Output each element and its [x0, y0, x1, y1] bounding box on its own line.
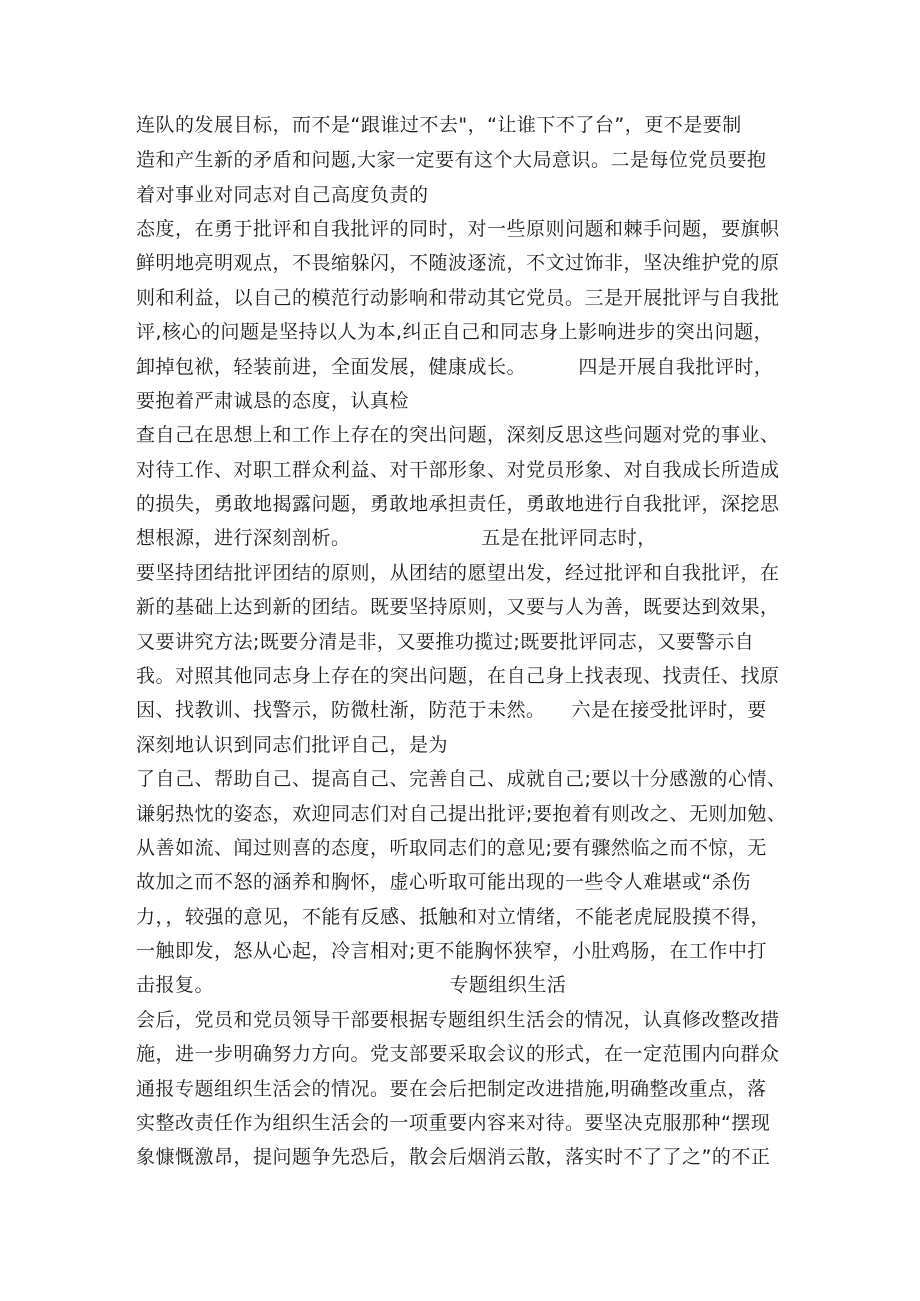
text-line: 要抱着严肃诚恳的态度，认真检: [136, 390, 410, 412]
text-line: 又要讲究方法;既要分清是非，又要推功揽过;既要批评同志，又要警示自: [136, 631, 755, 653]
text-line: 力，，较强的意见，不能有反感、抵触和对立情绪，不能老虎屁股摸不得，: [136, 906, 771, 928]
text-line: 击报复。 专题组织生活: [136, 974, 567, 996]
text-line: 我。对照其他同志身上存在的突出问题，在自己身上找表现、找责任、找原: [136, 665, 780, 687]
text-line: 深刻地认识到同志们批评自己，是为: [136, 734, 449, 756]
text-line: 会后，党员和党员领导干部要根据专题组织生活会的情况，认真修改整改措: [136, 1009, 780, 1031]
text-line: 则和利益，以自己的模范行动影响和带动其它党员。三是开展批评与自我批: [136, 287, 780, 309]
text-line: 从善如流、闻过则喜的态度，听取同志们的意见;要有骤然临之而不惊，无: [136, 837, 767, 859]
text-line: 连队的发展目标，而不是“跟谁过不去"，“让谁下不了台”，更不是要制: [136, 114, 742, 136]
text-line: 对待工作、对职工群众利益、对干部形象、对党员形象、对自我成长所造成: [136, 459, 780, 481]
text-line: 鲜明地亮明观点，不畏缩躲闪，不随波逐流，不文过饰非，坚决维护党的原: [136, 252, 780, 274]
text-line: 的损失，勇敢地揭露问题，勇敢地承担责任，勇敢地进行自我批评，深挖思: [136, 493, 780, 515]
text-line: 因、找教训、找警示，防微杜渐，防范于未然。 六是在接受批评时，要: [136, 699, 767, 721]
text-line: 想根源，进行深刻剖析。 五是在批评同志时，: [136, 527, 657, 549]
text-line: 谦躬热忱的姿态，欢迎同志们对自己提出批评;要抱着有则改之、无则加勉、: [136, 803, 787, 825]
text-line: 实整改责任作为组织生活会的一项重要内容来对待。要坚决克服那种“摆现: [136, 1112, 771, 1134]
text-line: 要坚持团结批评团结的原则，从团结的愿望出发，经过批评和自我批评，在: [136, 562, 780, 584]
text-line: 态度，在勇于批评和自我批评的同时，对一些原则问题和棘手问题，要旗帜: [136, 218, 780, 240]
text-line: 造和产生新的矛盾和问题,大家一定要有这个大局意识。二是每位党员要抱: [136, 149, 767, 171]
text-line: 一触即发，怒从心起，冷言相对;更不能胸怀狭窄，小肚鸡肠，在工作中打: [136, 940, 767, 962]
text-line: 新的基础上达到新的团结。既要坚持原则，又要与人为善，既要达到效果，: [136, 596, 780, 618]
text-line: 施，进一步明确努力方向。党支部要采取会议的形式，在一定范围内向群众: [136, 1043, 780, 1065]
text-line: 评,核心的问题是坚持以人为本,纠正自己和同志身上影响进步的突出问题，: [136, 321, 774, 343]
text-line: 查自己在思想上和工作上存在的突出问题，深刻反思这些问题对党的事业、: [136, 424, 780, 446]
text-line: 卸掉包袱，轻装前进，全面发展，健康成长。 四是开展自我批评时，: [136, 356, 774, 378]
text-line: 象慷慨激昂，提问题争先恐后，散会后烟消云散，落实时不了了之”的不正: [136, 1146, 771, 1168]
text-line: 了自己、帮助自己、提高自己、完善自己、成就自己;要以十分感激的心情、: [136, 768, 787, 790]
text-line: 着对事业对同志对自己高度负责的: [136, 184, 429, 206]
text-line: 故加之而不怒的涵养和胸怀，虚心听取可能出现的一些令人难堪或“杀伤: [136, 871, 751, 893]
text-line: 通报专题组织生活会的情况。要在会后把制定改进措施,明确整改重点，落: [136, 1078, 767, 1100]
